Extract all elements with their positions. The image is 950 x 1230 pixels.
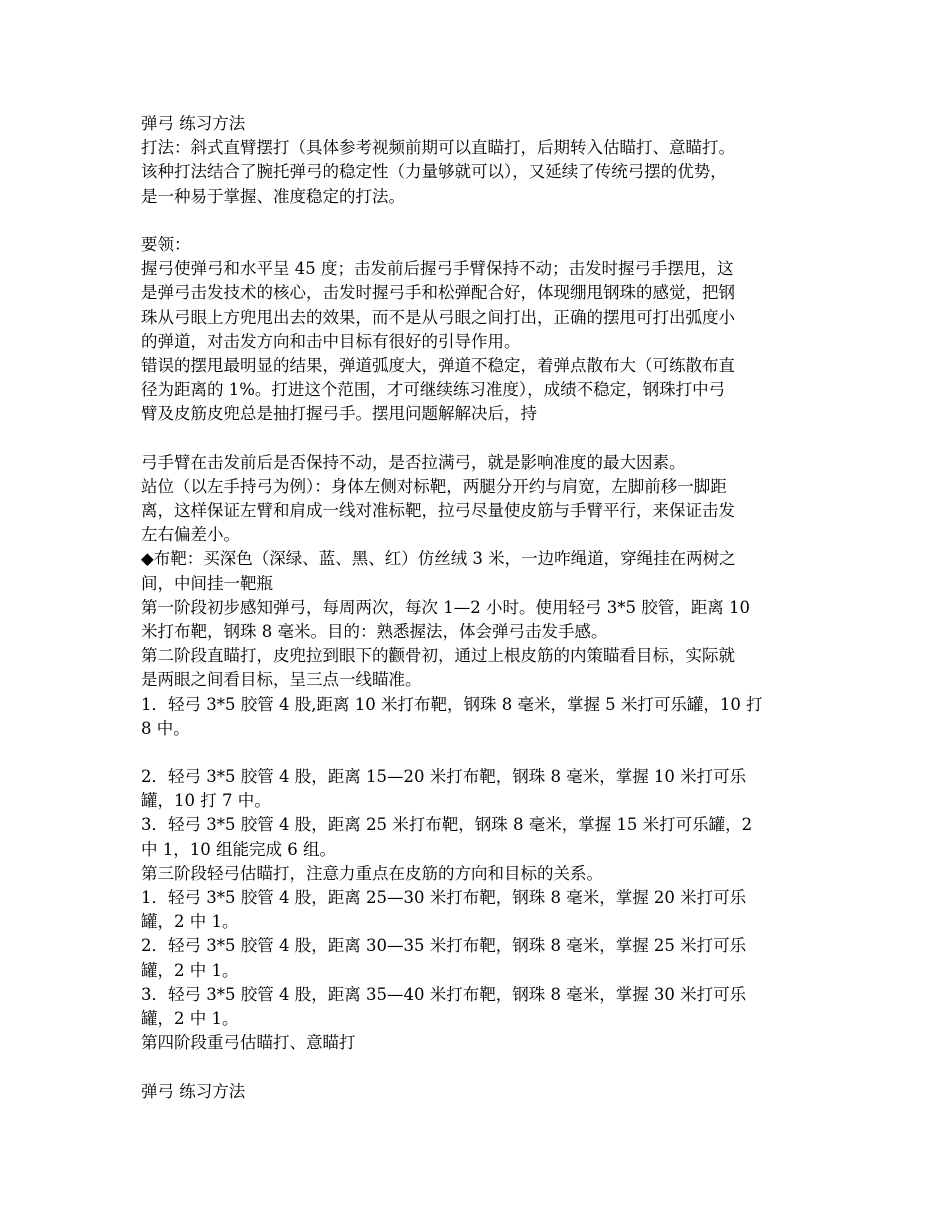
blank-line <box>141 426 811 450</box>
text-line: 是一种易于掌握、准度稳定的打法。 <box>141 186 405 206</box>
text-line: 径为距离的 1%。打进这个范围，才可继续练习准度），成绩不稳定，钢珠打中弓 <box>141 380 726 400</box>
text-line: 左右偏差小。 <box>141 525 240 545</box>
text-line: 打法：斜式直臂摆打（具体参考视频前期可以直瞄打，后期转入估瞄打、意瞄打。 <box>141 138 735 158</box>
text-line: 第四阶段重弓估瞄打、意瞄打 <box>141 1033 356 1053</box>
text-line: 第二阶段直瞄打，皮兜拉到眼下的颧骨初，通过上根皮筋的内策瞄看目标，实际就 <box>141 646 735 666</box>
text-line: 第一阶段初步感知弹弓，每周两次，每次 1—2 小时。使用轻弓 3*5 胶管，距离 10 <box>141 597 750 617</box>
text-line: 1．轻弓 3*5 胶管 4 股,距离 10 米打布靶，钢珠 8 毫米，掌握 5 米打可乐罐，10 打 <box>141 694 763 714</box>
text-line: 米打布靶，钢珠 8 毫米。目的：熟悉握法，体会弹弓击发手感。 <box>141 621 608 641</box>
document-body <box>141 112 811 1104</box>
text-line: 该种打法结合了腕托弹弓的稳定性（力量够就可以），又延续了传统弓摆的优势， <box>141 162 727 182</box>
text-line: 间，中间挂一靶瓶 <box>141 573 273 593</box>
text-line: 1．轻弓 3*5 胶管 4 股，距离 25—30 米打布靶，钢珠 8 毫米，掌握 20 米打可乐 <box>141 888 747 907</box>
text-line: 8 中。 <box>141 718 190 738</box>
text-line: 中 1，10 组能完成 6 组。 <box>141 839 336 859</box>
blank-line <box>141 209 811 233</box>
document-title: 弹弓 练习方法 <box>141 114 246 133</box>
text-line: 的弹道，对击发方向和击中目标有很好的引导作用。 <box>141 331 521 351</box>
text-line: 3．轻弓 3*5 胶管 4 股，距离 35—40 米打布靶，钢珠 8 毫米，掌握 30 米打可乐 <box>141 984 747 1004</box>
text-line: 弓手臂在击发前后是否保持不动，是否拉满弓，就是影响准度的最大因素。 <box>141 452 686 472</box>
text-line: 要领： <box>141 234 191 254</box>
text-line: 2．轻弓 3*5 胶管 4 股，距离 30—35 米打布靶，钢珠 8 毫米，掌握 25 米打可乐 <box>141 936 747 956</box>
blank-line <box>141 741 811 765</box>
text-line: ◆布靶：买深色（深绿、蓝、黑、红）仿丝绒 3 米，一边咋绳道，穿绳挂在两树之 <box>141 549 736 569</box>
text-line: 罐，2 中 1。 <box>141 1008 239 1028</box>
text-line: 3．轻弓 3*5 胶管 4 股，距离 25 米打布靶，钢珠 8 毫米，掌握 15 米打可乐罐，2 <box>141 815 753 835</box>
text-line: 2．轻弓 3*5 胶管 4 股，距离 15—20 米打布靶，钢珠 8 毫米，掌握 10 米打可乐 <box>141 767 747 787</box>
text-line: 离，这样保证左臂和肩成一线对准标靶，拉弓尽量使皮筋与手臂平行，来保证击发 <box>141 501 735 520</box>
text-line: 珠从弓眼上方兜甩出去的效果，而不是从弓眼之间打出，正确的摆甩可打出弧度小 <box>141 307 735 327</box>
text-line: 弹弓 练习方法 <box>141 1081 246 1101</box>
text-line: 是弹弓击发技术的核心，击发时握弓手和松弹配合好，体现绷甩钢珠的感觉，把钢 <box>141 283 735 303</box>
text-line: 握弓使弹弓和水平呈 45 度；击发前后握弓手臂保持不动；击发时握弓手摆甩，这 <box>141 259 734 279</box>
text-line: 站位（以左手持弓为例）：身体左侧对标靶，两腿分开约与肩宽，左脚前移一脚距 <box>141 476 727 496</box>
text-line: 臂及皮筋皮兜总是抽打握弓手。摆甩问题解解决后，持 <box>141 404 537 424</box>
text-line: 罐，10 打 7 中。 <box>141 791 271 811</box>
blank-line <box>141 1055 811 1079</box>
text-line: 错误的摆甩最明显的结果，弹道弧度大，弹道不稳定，着弹点散布大（可练散布直 <box>141 355 735 375</box>
text-line: 第三阶段轻弓估瞄打，注意力重点在皮筋的方向和目标的关系。 <box>141 863 603 883</box>
text-line: 罐，2 中 1。 <box>141 912 239 932</box>
text-line: 是两眼之间看目标，呈三点一线瞄准。 <box>141 670 422 690</box>
text-line: 罐，2 中 1。 <box>141 960 239 980</box>
